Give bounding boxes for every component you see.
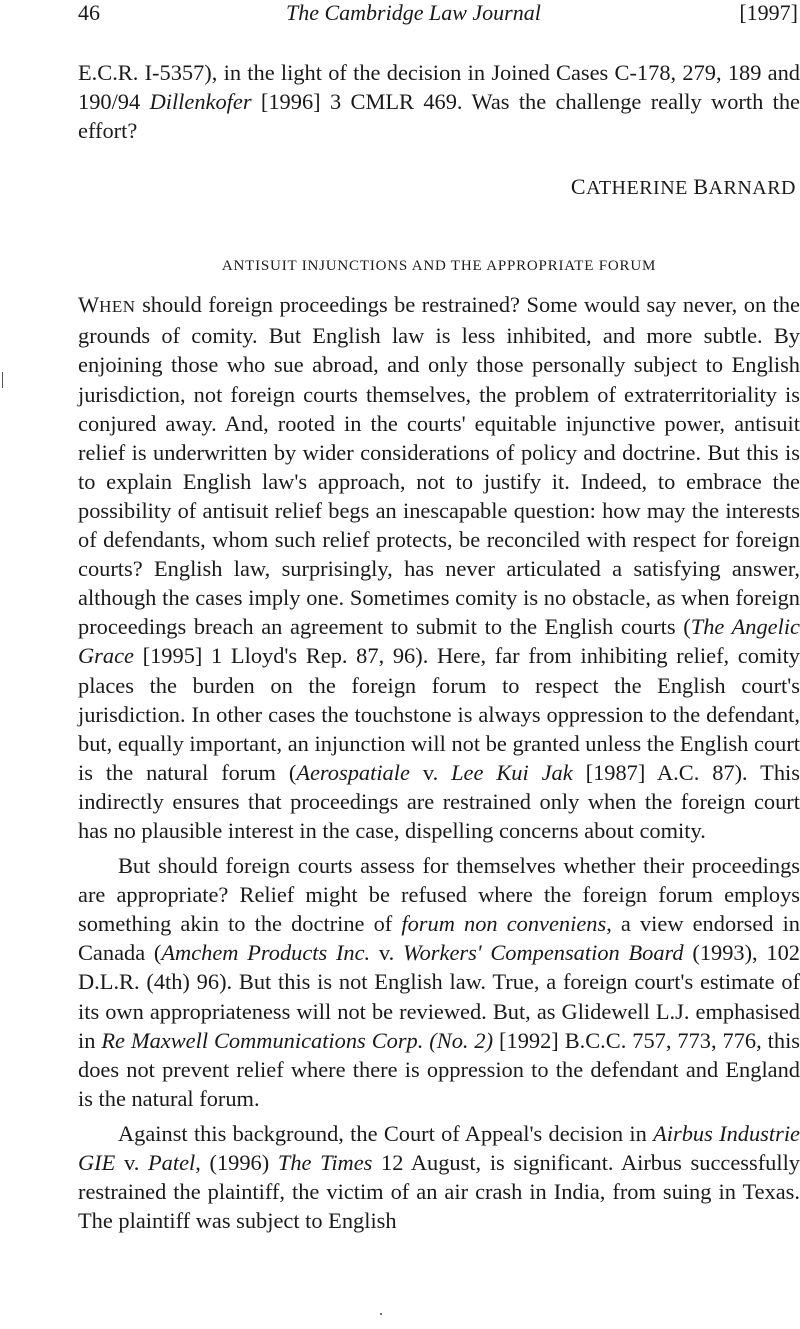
intro-paragraph [78, 58, 800, 145]
p2-text-5: [1992] B.C.C. 757, 773, 776, this does not prevent relief where there is oppression to the defendant and England is the natural forum. [78, 1027, 800, 1111]
page [78, 0, 800, 1235]
author-last-initial: B [693, 174, 709, 200]
page-number: 46 [78, 0, 100, 25]
journal-title: The Cambridge Law Journal [286, 0, 541, 25]
p2-case-1a: Amchem Products Inc. [161, 940, 371, 966]
intro-text-2: [1996] 3 CMLR 469. Was the challenge really worth the effort? [78, 89, 800, 144]
p1-text-2: [1995] 1 Lloyd's Rep. 87, 96). Here, far from inhibiting relief, comity places the burden on the foreign forum to respect the English court's jurisdiction. In other cases the touchstone is always oppression to the defendant, but, equally important, an injunction will not be granted unless the English court is the natural forum ( [78, 643, 800, 785]
running-header [78, 0, 800, 30]
margin-mark [2, 372, 3, 388]
p2-text-4: (1993), 102 D.L.R. (4th) 96). But this is not English law. True, a foreign court's estimate of its own appropriateness will not be reviewed. But, as Glidewell L.J. emphasised in [78, 940, 800, 1053]
p3-text-1: Against this background, the Court of Appeal's decision in [118, 1120, 654, 1146]
p3-case-1a: Airbus Industrie GIE [78, 1120, 800, 1175]
p3-newspaper: The Times [277, 1150, 373, 1175]
p2-doctrine: forum non conveniens [401, 911, 607, 937]
volume-year: [1997] [739, 0, 798, 25]
p1-case-1: The Angelic Grace [78, 614, 800, 669]
lead-initial: W [78, 292, 100, 318]
p2-case-2: Re Maxwell Communications Corp. (No. 2) [101, 1027, 494, 1053]
p3-text-4: 12 August, is significant. Airbus successfully restrained the plaintiff, the victim of an air crash in India, from suing in Texas. The plaintiff was subject to English [78, 1150, 800, 1234]
p2-text-2: , a view endorsed in Canada ( [78, 911, 800, 966]
lead-rest: HEN [99, 297, 136, 317]
author-last-rest: ARNARD [708, 177, 796, 200]
p2-text-3: v. [370, 940, 403, 966]
p3-case-1b: Patel [147, 1150, 196, 1175]
p1-text-1: should foreign proceedings be restrained? Some would say never, on the grounds of comity. But English law is less inhibited, and more subtle. By enjoining those who sue abroad, and only those personally subject to English jurisdiction, not foreign courts themselves, the problem of extraterritoriality is conjured away. And, rooted in the courts' equitable injunctive power, antisuit relief is underwritten by wider considerations of policy and doctrine. But this is to explain English law's approach, not to justify it. Indeed, to embrace the possibility of antisuit relief begs an inescapable question: how may the interests of defendants, whom such relief protects, be reconciled with respect for foreign courts? English law, surprisingly, has never articulated a satisfying answer, although the cases imply one. Sometimes comity is no obstacle, as when foreign proceedings breach an agreement to submit to the English courts ( [78, 292, 800, 640]
author-first-rest: ATHERINE [586, 177, 688, 200]
paragraph-2 [78, 851, 800, 1113]
paragraph-3 [78, 1119, 800, 1235]
author-first-initial: C [570, 174, 587, 200]
paragraph-1 [78, 290, 800, 845]
p2-text-1: But should foreign courts assess for themselves whether their proceedings are appropriate? Relief might be refused where the foreign forum employs something akin to the doctrine of [78, 853, 800, 937]
intro-case-name: Dillenkofer [149, 89, 252, 115]
p2-case-1b: Workers' Compensation Board [403, 940, 684, 966]
intro-text-1: E.C.R. I-5357), in the light of the decision in Joined Cases C-178, 279, 189 and 190/94 [78, 60, 800, 115]
p3-text-3: , (1996) [195, 1150, 278, 1175]
p1-case-2b: Lee Kui Jak [451, 759, 573, 785]
section-title: ANTISUIT INJUNCTIONS AND THE APPROPRIATE FORUM [221, 258, 657, 275]
p1-case-2a: Aerospatiale [296, 759, 410, 785]
author-signature [78, 174, 796, 201]
p3-text-2: v. [115, 1150, 148, 1175]
footer-dot [380, 1313, 382, 1315]
p1-text-4: [1987] A.C. 87). This indirectly ensures that proceedings are restrained only when the foreign court has no plausible interest in the case, dispelling concerns about comity. [78, 759, 800, 843]
p1-text-3: v. [409, 759, 452, 785]
